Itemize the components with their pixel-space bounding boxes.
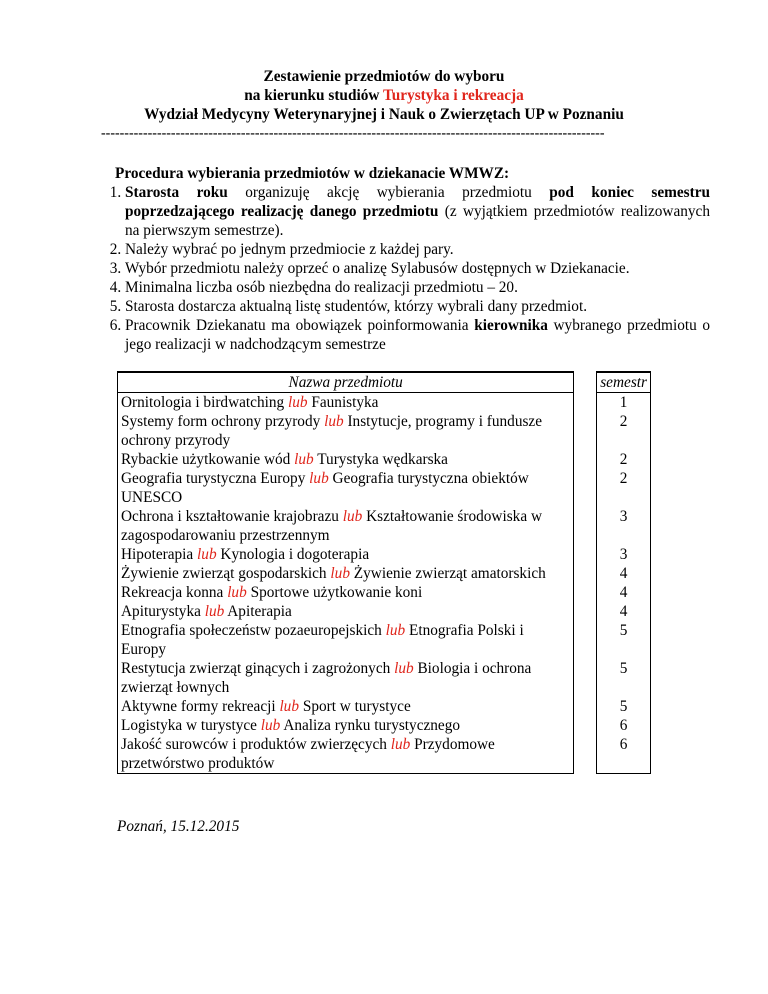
procedure-step-2: 2. Należy wybrać po jednym przedmiocie z każdej pary. (125, 240, 710, 259)
subject-pair (118, 583, 574, 602)
step-6-text-1: Pracownik Dziekanatu ma obowiązek poinformowania (125, 317, 469, 334)
subject-option-a: Etnografia społeczeństw pozaeuropejskich (121, 622, 382, 639)
connector-lub: lub (197, 546, 217, 563)
semester-cell: 4 (597, 602, 651, 621)
subject-option-b: Kształtowanie środowiska w zagospodarowaniu przestrzennym (121, 508, 542, 544)
subject-pair (118, 659, 574, 697)
semester-cell: 5 (597, 659, 651, 697)
table-row (118, 602, 651, 621)
subject-option-a: Rybackie użytkowanie wód (121, 451, 291, 468)
subject-option-a: Rekreacja konna (121, 584, 224, 601)
connector-lub: lub (394, 660, 414, 677)
subject-option-a: Hipoterapia (121, 546, 194, 563)
separator-line: ------------------------------------------------------------------------------------------------------------ (101, 126, 605, 141)
semester-cell: 5 (597, 697, 651, 716)
procedure-steps (90, 183, 710, 354)
procedure-step-1 (125, 183, 710, 240)
subject-pair (118, 412, 574, 450)
table-row (118, 545, 651, 564)
subject-option-b: Biologia i ochrona zwierząt łownych (121, 660, 532, 696)
semester-cell: 6 (597, 735, 651, 774)
table-body (118, 393, 651, 774)
subject-pair (118, 393, 574, 413)
connector-lub: lub (287, 394, 308, 411)
table-row (118, 659, 651, 697)
subject-pair (118, 469, 574, 507)
table-row (118, 621, 651, 659)
subject-option-b: Apiterapia (227, 603, 292, 620)
semester-cell: 4 (597, 564, 651, 583)
connector-lub: lub (385, 622, 406, 639)
step-1-bold-2: pod koniec semestru poprzedzającego realizację danego przedmiotu (125, 184, 710, 220)
table-row (118, 507, 651, 545)
subject-option-a: Ornitologia i birdwatching (121, 394, 285, 411)
semester-cell: 6 (597, 716, 651, 735)
subject-option-b: Analiza rynku turystycznego (283, 717, 461, 734)
semester-cell: 1 (597, 393, 651, 413)
procedure-title: Procedura wybierania przedmiotów w dziekanacie WMWZ: (115, 165, 510, 182)
semester-cell: 2 (597, 469, 651, 507)
subject-pair (118, 545, 574, 564)
column-header-name: Nazwa przedmiotu (118, 372, 574, 393)
step-1-text-2: (z wyjątkiem przedmiotów realizowanych na pierwszym semestrze). (125, 203, 710, 239)
table-row (118, 583, 651, 602)
subject-option-b: Sportowe użytkowanie koni (250, 584, 423, 601)
subject-option-b: Instytucje, programy i fundusze ochrony przyrody (121, 413, 543, 449)
step-6-bold: kierownika (474, 317, 548, 334)
step-1-bold-1: Starosta roku (125, 184, 228, 201)
connector-lub: lub (204, 603, 225, 620)
subject-option-b: Sport w turystyce (302, 698, 411, 715)
step-1-text-1: organizuję akcję wybierania przedmiotu (245, 184, 532, 201)
subject-pair (118, 450, 574, 469)
subject-option-b: Przydomowe przetwórstwo produktów (121, 736, 495, 772)
subject-pair (118, 621, 574, 659)
table-row (118, 412, 651, 450)
table-row (118, 393, 651, 413)
semester-cell: 5 (597, 621, 651, 659)
subject-option-a: Logistyka w turystyce (121, 717, 257, 734)
subject-pair (118, 697, 574, 716)
subject-pair (118, 716, 574, 735)
procedure-step-6 (125, 316, 710, 354)
document-header (0, 67, 768, 124)
table-row (118, 697, 651, 716)
subject-option-a: Apiturystyka (121, 603, 201, 620)
header-line-1: Zestawienie przedmiotów do wyboru (263, 68, 505, 85)
table-row (118, 469, 651, 507)
procedure-step-3: 3. Wybór przedmiotu należy oprzeć o analizę Sylabusów dostępnych w Dziekanacie. (125, 259, 710, 278)
semester-cell: 2 (597, 412, 651, 450)
procedure-step-4: 4. Minimalna liczba osób niezbędna do realizacji przedmiotu – 20. (125, 278, 710, 297)
subject-option-b: Etnografia Polski i Europy (121, 622, 524, 658)
subject-option-b: Kynologia i dogoterapia (220, 546, 370, 563)
subject-option-b: Geografia turystyczna obiektów UNESCO (121, 470, 529, 506)
connector-lub: lub (342, 508, 363, 525)
semester-cell: 3 (597, 507, 651, 545)
subject-pair (118, 602, 574, 621)
semester-cell: 4 (597, 583, 651, 602)
subject-option-a: Aktywne formy rekreacji (121, 698, 276, 715)
subject-option-a: Systemy form ochrony przyrody (121, 413, 321, 430)
place-and-date: Poznań, 15.12.2015 (117, 818, 240, 835)
semester-cell: 2 (597, 450, 651, 469)
connector-lub: lub (294, 451, 314, 468)
subject-pair (118, 507, 574, 545)
table-row (118, 716, 651, 735)
semester-cell: 3 (597, 545, 651, 564)
procedure-step-5: 5. Starosta dostarcza aktualną listę studentów, którzy wybrali dany przedmiot. (125, 297, 710, 316)
subject-option-a: Jakość surowców i produktów zwierzęcych (121, 736, 387, 753)
subject-option-b: Turystyka wędkarska (317, 451, 448, 468)
step-6-text-2: wybranego przedmiotu o jego realizacji w nadchodzącym semestrze (125, 317, 711, 353)
connector-lub: lub (260, 717, 281, 734)
subject-pair (118, 735, 574, 774)
table-row (118, 735, 651, 774)
header-line-2-prefix: na kierunku studiów (244, 87, 380, 104)
subject-option-a: Restytucja zwierząt ginących i zagrożonych (121, 660, 391, 677)
header-line-3: Wydział Medycyny Weterynaryjnej i Nauk o Zwierzętach UP w Poznaniu (144, 106, 624, 123)
subjects-table (117, 371, 651, 774)
subject-pair (118, 564, 574, 583)
subject-option-a: Żywienie zwierząt gospodarskich (121, 565, 327, 582)
column-header-semester: semestr (597, 372, 651, 393)
table-row (118, 564, 651, 583)
connector-lub: lub (309, 470, 329, 487)
subject-option-a: Geografia turystyczna Europy (121, 470, 306, 487)
subject-option-b: Żywienie zwierząt amatorskich (353, 565, 546, 582)
connector-lub: lub (227, 584, 247, 601)
table-header-row (118, 372, 651, 393)
connector-lub: lub (324, 413, 344, 430)
connector-lub: lub (330, 565, 350, 582)
connector-lub: lub (390, 736, 411, 753)
subject-option-a: Ochrona i kształtowanie krajobrazu (121, 508, 339, 525)
connector-lub: lub (279, 698, 299, 715)
field-of-study: Turystyka i rekreacja (382, 87, 524, 104)
header-line-2 (0, 86, 768, 105)
table-row (118, 450, 651, 469)
subject-option-b: Faunistyka (311, 394, 379, 411)
